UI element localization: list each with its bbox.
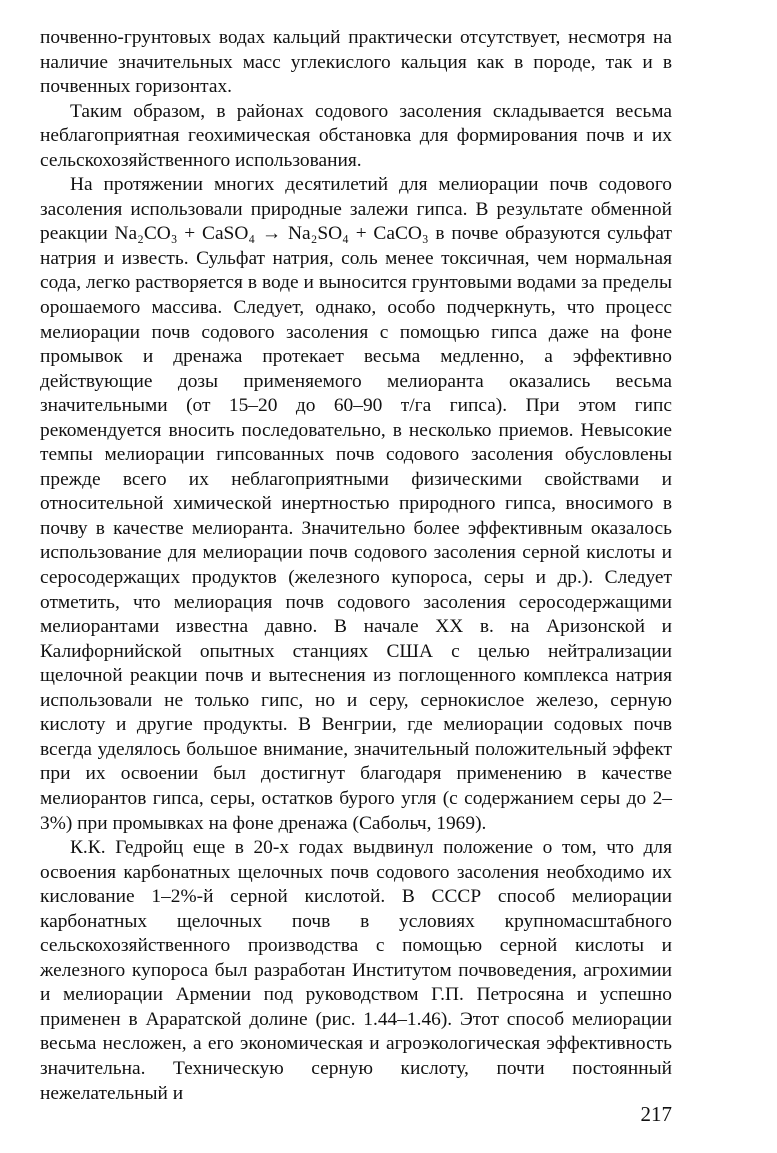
paragraph: На протяжении многих десятилетий для мелиорации почв содового засоления использовали природные залежи гипса. В результате обменной реакции Na₂CO₃ + CaSO₄ → Na₂SO₄ + CaCO₃ в почве образуются сульфат натрия и известь. Сульфат натрия, соль менее токсичная, чем нормальная сода, легко растворяется в воде и выносится грунтовыми водами за пределы орошаемого массива. Следует, однако, особо подчеркнуть, что процесс мелиорации почв содового засоления с помощью гипса даже на фоне промывок и дренажа протекает весьма медленно, а эффективно действующие дозы применяемого мелиоранта оказались весьма значительными (от 15–20 до 60–90 т/га гипса). При этом гипс рекомендуется вносить последовательно, в несколько приемов. Невысокие темпы мелиорации гипсованных почв содового засоления обусловлены прежде всего их неблагоприятными физическими свойствами и относительной химической инертностью природного гипса, вносимого в почву в качестве мелиоранта. Значительно более эффективным оказалось использование для мелиорации почв содового засоления серной кислоты и серосодержащих продуктов (железного купороса, серы и др.). Следует отметить, что мелиорация почв содового засоления серосодержащими мелиорантами известна давно. В начале XX в. на Аризонской и Калифорнийской опытных станциях США с целью нейтрализации щелочной реакции почв и вытеснения из поглощенного комплекса натрия использовали не только гипс, но и серу, сернокислое железо, серную кислоту и другие продукты. В Венгрии, где мелиорации содовых почв всегда уделялось большое внимание, значительный положительный эффект при их освоении был достигнут благодаря применению в качестве мелиорантов гипса, серы, остатков бурого угля (с содержанием серы до 2–3%) при промывках на фоне дренажа (Сабольч, 1969).	[40, 174, 672, 834]
page-number: 217	[640, 1102, 672, 1126]
paragraph: К.К. Гедройц еще в 20-х годах выдвинул положение о том, что для освоения карбонатных щелочных почв содового засоления необходимо их кислование 1–2%-й серной кислотой. В СССР способ мелиорации карбонатных щелочных почв в условиях крупномасштабного сельскохозяйственного производства с помощью серной кислоты и железного купороса был разработан Институтом почвоведения, агрохимии и мелиорации Армении под руководством Г.П. Петросяна и успешно применен в Араратской долине (рис. 1.44–1.46). Этот способ мелиорации весьма несложен, а его экономическая и агроэкологическая эффективность значительна. Техническую серную кислоту, почти постоянный нежелательный и	[40, 837, 672, 1104]
page-body	[40, 26, 672, 1106]
paragraph: Таким образом, в районах содового засоления складывается весьма неблагоприятная геохимическая обстановка для формирования почв и их сельскохозяйственного использования.	[40, 100, 672, 171]
paragraph: почвенно-грунтовых водах кальций практически отсутствует, несмотря на наличие значительных масс углекислого кальция как в породе, так и в почвенных горизонтах.	[40, 27, 672, 98]
